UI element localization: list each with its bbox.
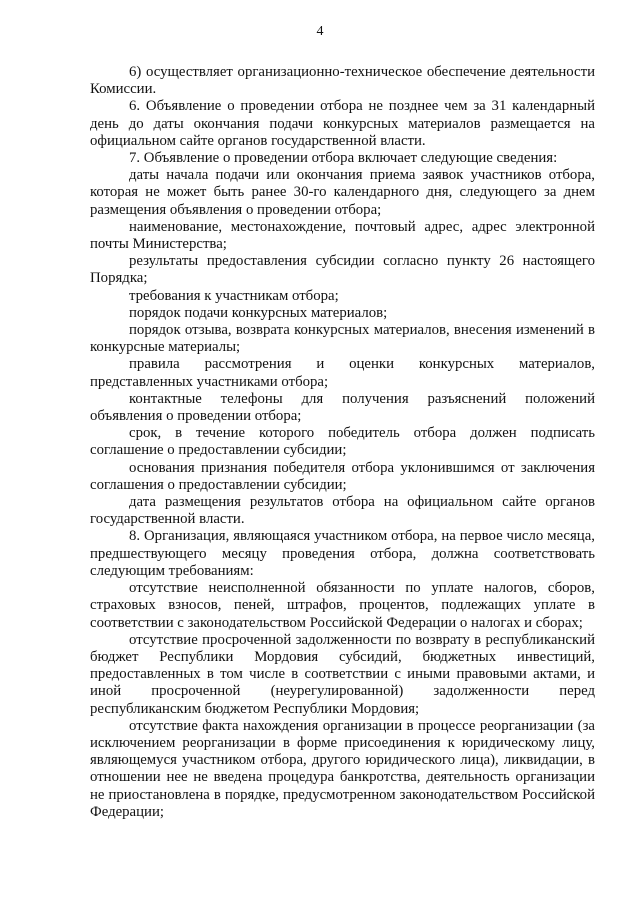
document-body [90, 64, 595, 821]
paragraph: основания признания победителя отбора уклонившимся от заключения соглашения о предоставлении субсидии; [90, 459, 595, 493]
paragraph: наименование, местонахождение, почтовый адрес, адрес электронной почты Министерства; [90, 218, 595, 253]
paragraph: 6) осуществляет организационно-техническое обеспечение деятельности Комиссии. [90, 64, 595, 98]
paragraph: порядок подачи конкурсных материалов; [129, 304, 388, 321]
paragraph: контактные телефоны для получения разъяснений положений объявления о проведении отбора; [90, 390, 595, 425]
paragraph: требования к участникам отбора; [129, 287, 339, 304]
paragraph: отсутствие факта нахождения организации в процессе реорганизации (за исключением реорганизации в форме присоединения к юридическому лицу, являющемуся участником отбора, другого юридического лица), ликвидации, в отношении нее не введена процедура банкротства, деятельность организации не приостановлена в порядке, предусмотренном законодательством Российской Федерации; [90, 717, 595, 820]
paragraph: результаты предоставления субсидии согласно пункту 26 настоящего Порядка; [90, 253, 595, 287]
paragraph: порядок отзыва, возврата конкурсных материалов, внесения изменений в конкурсные материалы; [90, 322, 595, 356]
paragraph: 8. Организация, являющаяся участником отбора, на первое число месяца, предшествующего месяцу проведения отбора, должна соответствовать следующим требованиям: [90, 528, 595, 579]
page-number: 4 [316, 24, 324, 39]
paragraph: отсутствие неисполненной обязанности по уплате налогов, сборов, страховых взносов, пеней, штрафов, процентов, подлежащих уплате в соответствии с законодательством Российской Федерации о налогах и сборах; [90, 580, 595, 631]
paragraph: отсутствие просроченной задолженности по возврату в республиканский бюджет Республики Мордовия субсидий, бюджетных инвестиций, предоставленных в том числе в соответствии с иными правовыми актами, и иной просроченной (неурегулированной) задолженности перед республиканским бюджетом Республики Мордовия; [90, 631, 595, 717]
paragraph: правила рассмотрения и оценки конкурсных материалов, представленных участниками отбора; [90, 356, 595, 390]
paragraph: срок, в течение которого победитель отбора должен подписать соглашение о предоставлении субсидии; [90, 425, 595, 459]
paragraph: 6. Объявление о проведении отбора не позднее чем за 31 календарный день до даты окончания подачи конкурсных материалов размещается на официальном сайте органов государственной власти. [90, 98, 595, 149]
paragraph: 7. Объявление о проведении отбора включает следующие сведения: [129, 150, 558, 167]
paragraph: дата размещения результатов отбора на официальном сайте органов государственной власти. [90, 494, 595, 528]
paragraph: даты начала подачи или окончания приема заявок участников отбора, которая не может быть ранее 30-го календарного дня, следующего за днем размещения объявления о проведении отбора; [90, 167, 595, 218]
